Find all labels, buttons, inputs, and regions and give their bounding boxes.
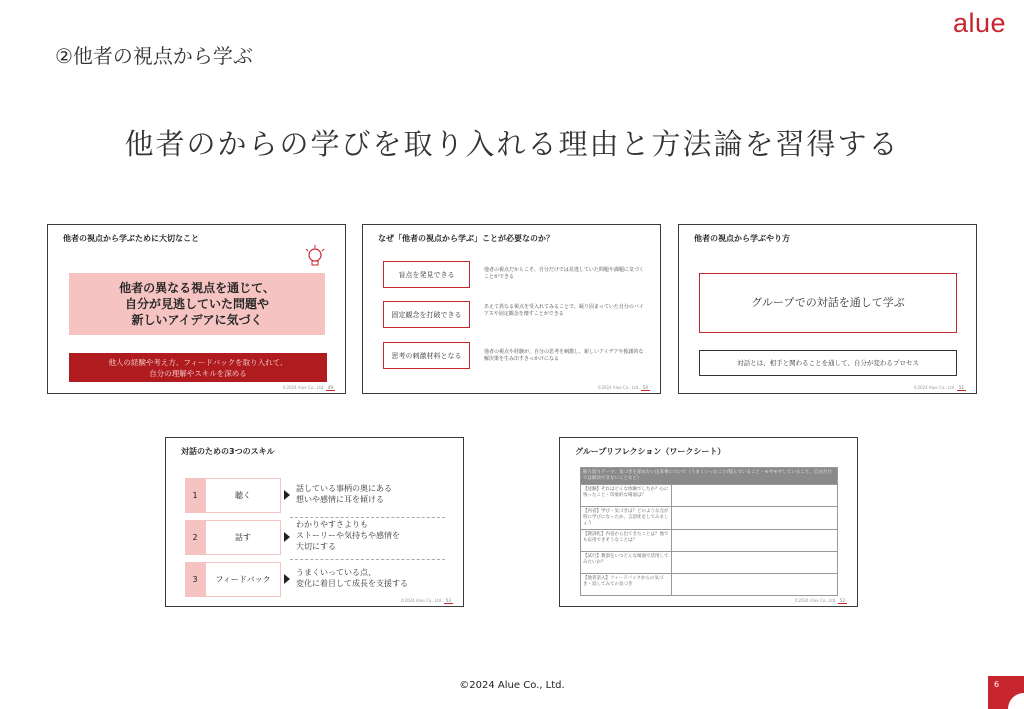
slide-title: 対話のための3つのスキル — [181, 447, 275, 456]
slide-page-number: 53 — [445, 598, 451, 603]
slide-thumbnail-53 — [165, 437, 464, 607]
slide-title: 他者の視点から学ぶやり方 — [694, 234, 790, 243]
worksheet-prompt: 【他者話入】フィードバックからの気づき・返してみての気づき — [581, 574, 672, 596]
skill-label: 話す — [205, 520, 281, 555]
skill-description-line: 想いや感情に耳を傾ける — [296, 495, 384, 504]
worksheet-prompt: 【内省】学び・気づきは？どのような点が特に学びになったか、言語化をしてみましょう — [581, 507, 672, 530]
slide-thumbnail-52 — [559, 437, 858, 607]
reason-description: 他者の視点だからこそ、自分だけでは見逃していた問題や課題に気づくことができる — [484, 267, 644, 280]
arrow-right-icon — [284, 532, 290, 542]
slide-page-number: 51 — [958, 385, 964, 390]
worksheet-table — [580, 467, 838, 596]
reason-description: あえて異なる視点を受入れてみることで、凝り固まっていた自分のバイアスや固定観念を壊すことができる — [484, 304, 644, 317]
worksheet-answer-cell — [672, 485, 838, 507]
skill-description — [296, 483, 456, 505]
reason-box: 固定観念を打破できる — [383, 301, 470, 328]
skill-number: 2 — [185, 520, 205, 555]
divider — [290, 559, 445, 560]
method-box: グループでの対話を通して学ぶ — [699, 273, 957, 333]
skill-description-line: 変化に着目して成長を支援する — [296, 579, 408, 588]
skill-description-line: うまくいっている点、 — [296, 568, 376, 577]
worksheet-answer-cell — [672, 552, 838, 574]
skill-description-line: ストーリーや気持ちや感情を — [296, 531, 400, 540]
slide-footer — [400, 598, 453, 603]
corner-decoration — [1008, 693, 1024, 709]
slide-thumbnail-51 — [678, 224, 977, 394]
skill-description — [296, 519, 456, 552]
slide-title: グループリフレクション（ワークシート） — [575, 447, 726, 456]
slide-footer — [282, 385, 335, 390]
slide-copyright: ©2024 Alue Co., Ltd. — [400, 598, 443, 603]
skill-description-line: 大切にする — [296, 542, 336, 551]
worksheet-row — [581, 485, 838, 507]
skill-number: 3 — [185, 562, 205, 597]
worksheet-answer-cell — [672, 507, 838, 530]
slide-footer — [913, 385, 966, 390]
divider — [290, 517, 445, 518]
slide-copyright: ©2024 Alue Co., Ltd. — [913, 385, 956, 390]
worksheet-row — [581, 552, 838, 574]
worksheet-answer-cell — [672, 574, 838, 596]
worksheet-header-cell: 振り返りテーマ：気づきを深めたい出来事について（うまくいったこと/悩んでいること・モヤモヤしていること、自分だけでは解決できないことなど） — [581, 468, 838, 485]
page-copyright: ©2024 Alue Co., Ltd. — [459, 680, 565, 691]
lightbulb-icon — [304, 245, 326, 271]
skill-label: 聴く — [205, 478, 281, 513]
worksheet-prompt: 【経験】それはどんな体験でしたか？心に残ったこと・印象的な場面は？ — [581, 485, 672, 507]
arrow-right-icon — [284, 490, 290, 500]
reason-box: 思考の刺激材料となる — [383, 342, 470, 369]
slide-page-number: 50 — [642, 385, 648, 390]
slide-footer — [597, 385, 650, 390]
slide-page-number: 52 — [839, 598, 845, 603]
skill-description-line: わかりやすさよりも — [296, 520, 368, 529]
alue-logo: alue — [952, 8, 1006, 38]
worksheet-row — [581, 574, 838, 596]
key-message-line: 自分が見逃していた問題や — [124, 297, 269, 311]
worksheet-row — [581, 507, 838, 530]
slide-copyright: ©2024 Alue Co., Ltd. — [282, 385, 325, 390]
key-message-line: 新しいアイデアに気づく — [131, 313, 263, 327]
slide-thumbnail-49 — [47, 224, 346, 394]
worksheet-answer-cell — [672, 530, 838, 552]
slide-copyright: ©2024 Alue Co., Ltd. — [794, 598, 837, 603]
key-message-box — [69, 273, 325, 335]
slide-copyright: ©2024 Alue Co., Ltd. — [597, 385, 640, 390]
worksheet-header-row — [581, 468, 838, 485]
worksheet-row — [581, 530, 838, 552]
slide-thumbnail-50 — [362, 224, 661, 394]
page-subtitle: 他者のからの学びを取り入れる理由と方法論を習得する — [124, 127, 900, 161]
summary-bar — [69, 353, 327, 382]
worksheet-prompt: 【教訓化】内省から出てきたことは？他でも応用できそうなことは？ — [581, 530, 672, 552]
slide-title: 他者の視点から学ぶために大切なこと — [63, 234, 199, 243]
page-number-badge — [988, 676, 1024, 709]
skill-number: 1 — [185, 478, 205, 513]
key-message-line: 他者の異なる視点を通じて、 — [119, 281, 275, 295]
definition-box: 対話とは、相手と関わることを通して、自分が変わるプロセス — [699, 350, 957, 376]
slide-page-number: 49 — [327, 385, 333, 390]
slide-title: なぜ「他者の視点から学ぶ」ことが必要なのか？ — [378, 234, 554, 243]
slide-footer — [794, 598, 847, 603]
reason-box: 盲点を発見できる — [383, 261, 470, 288]
skill-description — [296, 567, 456, 589]
summary-line: 自分の理解やスキルを深める — [149, 369, 247, 378]
summary-line: 他人の経験や考え方、フィードバックを取り入れて、 — [108, 358, 288, 367]
reason-description: 他者の視点や経験が、自分の思考を刺激し、新しいアイデアや独創的な解決策を生み出すきっかけになる — [484, 349, 644, 362]
worksheet-prompt: 【試行】教訓をいつどんな場面で活用してみたいか？ — [581, 552, 672, 574]
arrow-right-icon — [284, 574, 290, 584]
skill-label: フィードバック — [205, 562, 281, 597]
page-heading: ②他者の視点から学ぶ — [55, 44, 253, 68]
page-number: 6 — [994, 680, 1000, 689]
skill-description-line: 話している事柄の奥にある — [296, 484, 392, 493]
